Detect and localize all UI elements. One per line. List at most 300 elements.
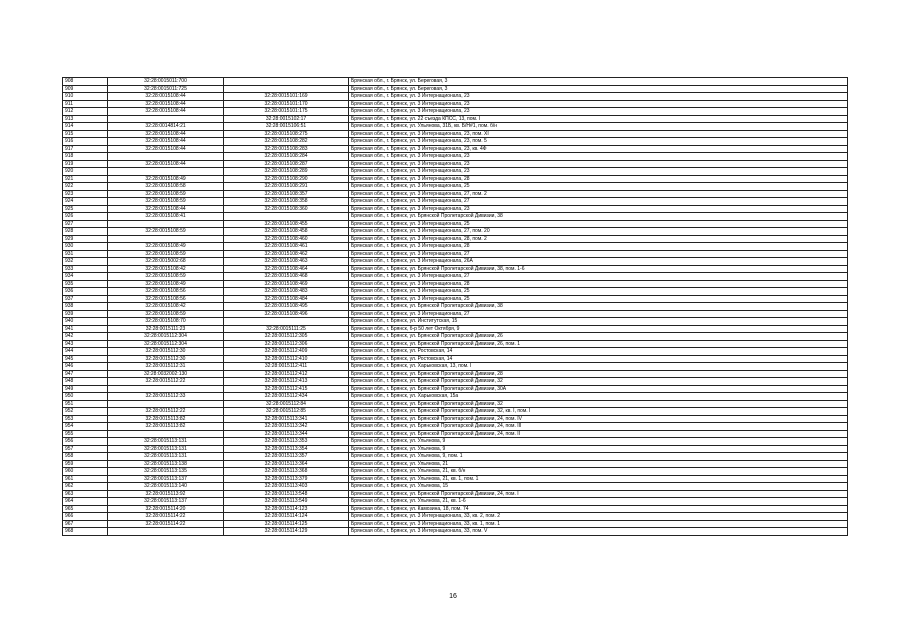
table-row (63, 363, 848, 371)
object-cadastral-number-cell: 32:28:0015113:368 (224, 468, 349, 476)
row-number-cell: 938 (63, 303, 108, 311)
row-number-cell: 930 (63, 243, 108, 251)
address-cell: Брянская обл., г. Брянск, ул. 3 Интернационала, 23 (349, 168, 848, 176)
table-row (63, 258, 848, 266)
row-number-cell: 950 (63, 393, 108, 401)
row-number-cell: 956 (63, 438, 108, 446)
row-number-cell: 936 (63, 288, 108, 296)
address-cell: Брянская обл., г. Брянск, ул. 3 Интернационала, 33, пом. V (349, 528, 848, 536)
land-cadastral-number-cell: 32:28:0015114:22 (108, 520, 224, 528)
land-cadastral-number-cell: 32:28:0015111:23 (108, 325, 224, 333)
row-number-cell: 943 (63, 340, 108, 348)
land-cadastral-number-cell (108, 220, 224, 228)
land-cadastral-number-cell: 32:28:0015108:59 (108, 250, 224, 258)
object-cadastral-number-cell: 32:28:0015113:342 (224, 423, 349, 431)
row-number-cell: 942 (63, 333, 108, 341)
address-cell: Брянская обл., г. Брянск, ул. 3 Интернационала, 33, кв. 2, пом. 2 (349, 513, 848, 521)
object-cadastral-number-cell: 32:28:0015108:462 (224, 250, 349, 258)
land-cadastral-number-cell: 32:28:0015113:82 (108, 423, 224, 431)
land-cadastral-number-cell: 32:28:0015108:59 (108, 310, 224, 318)
land-cadastral-number-cell: 32:28:0015108:59 (108, 228, 224, 236)
object-cadastral-number-cell: 32:28:0015112:306 (224, 340, 349, 348)
address-cell: Брянская обл., г. Брянск, ул. Брянской Пролетарской Дивизии, 24, пом. II (349, 430, 848, 438)
table-row (63, 265, 848, 273)
table-row (63, 168, 848, 176)
address-cell: Брянская обл., г. Брянск, ул. Ульянова, 9, пом. 1 (349, 453, 848, 461)
land-cadastral-number-cell: 32:28:0015108:56 (108, 295, 224, 303)
row-number-cell: 927 (63, 220, 108, 228)
land-cadastral-number-cell: 32:28:0015108:59 (108, 190, 224, 198)
object-cadastral-number-cell: 32:28:0015108:291 (224, 183, 349, 191)
row-number-cell: 965 (63, 505, 108, 513)
table-row (63, 273, 848, 281)
object-cadastral-number-cell: 32:28:0015108:464 (224, 265, 349, 273)
land-cadastral-number-cell: 32:28:0015108:44 (108, 108, 224, 116)
row-number-cell: 922 (63, 183, 108, 191)
row-number-cell: 931 (63, 250, 108, 258)
object-cadastral-number-cell: 32:28:0015108:495 (224, 303, 349, 311)
object-cadastral-number-cell: 32:28:0015108:290 (224, 175, 349, 183)
land-cadastral-number-cell: 32:28:0015108:44 (108, 205, 224, 213)
address-cell: Брянская обл., г. Брянск, ул. Камозина, 18, пом. 74 (349, 505, 848, 513)
row-number-cell: 917 (63, 145, 108, 153)
table-row (63, 453, 848, 461)
object-cadastral-number-cell: 32:28:0015114:124 (224, 513, 349, 521)
address-cell: Брянская обл., г. Брянск, ул. Брянской Пролетарской Дивизии, 26, пом. 1 (349, 340, 848, 348)
address-cell: Брянская обл., г. Брянск, ул. 3 Интернационала, 33, кв. 1, пом. 1 (349, 520, 848, 528)
land-cadastral-number-cell: 32:28:0015112:22 (108, 378, 224, 386)
address-cell: Брянская обл., г. Брянск, ул. Брянской Пролетарской Дивизии, 32 (349, 400, 848, 408)
land-cadastral-number-cell: 32:28:0015108:58 (108, 183, 224, 191)
object-cadastral-number-cell: 32:28:0015113:548 (224, 490, 349, 498)
table-row (63, 280, 848, 288)
address-cell: Брянская обл., г. Брянск, ул. Ульянова, 9 (349, 438, 848, 446)
land-cadastral-number-cell (108, 115, 224, 123)
row-number-cell: 913 (63, 115, 108, 123)
row-number-cell: 966 (63, 513, 108, 521)
land-cadastral-number-cell: 32:28:0015108:49 (108, 243, 224, 251)
object-cadastral-number-cell: 32:28:0015113:549 (224, 498, 349, 506)
address-cell: Брянская обл., г. Брянск, ул. 3 Интернационала, 23, пом. 5 (349, 138, 848, 146)
table-row (63, 205, 848, 213)
land-cadastral-number-cell: 32:28:0015114:20 (108, 505, 224, 513)
object-cadastral-number-cell: 32:28:0015108:287 (224, 160, 349, 168)
address-cell: Брянская обл., г. Брянск, ул. Ростовская, 14 (349, 348, 848, 356)
land-cadastral-number-cell: 32:28:0015113:135 (108, 468, 224, 476)
row-number-cell: 915 (63, 130, 108, 138)
row-number-cell: 929 (63, 235, 108, 243)
land-cadastral-number-cell: 32:28:0015113:137 (108, 475, 224, 483)
table-row (63, 175, 848, 183)
address-cell: Брянская обл., г. Брянск, ул. 3 Интернационала, 27 (349, 310, 848, 318)
row-number-cell: 926 (63, 213, 108, 221)
object-cadastral-number-cell: 32:28:0015112:411 (224, 363, 349, 371)
land-cadastral-number-cell: 32:28:0015108:44 (108, 160, 224, 168)
address-cell: Брянская обл., г. Брянск, ул. Ульянова, 9 (349, 445, 848, 453)
row-number-cell: 955 (63, 430, 108, 438)
table-row (63, 115, 848, 123)
table-row (63, 528, 848, 536)
row-number-cell: 963 (63, 490, 108, 498)
object-cadastral-number-cell: 32:28:0015112:84 (224, 400, 349, 408)
land-cadastral-number-cell: 32:28:0015108:49 (108, 175, 224, 183)
address-cell: Брянская обл., г. Брянск, ул. 3 Интернационала, 23 (349, 160, 848, 168)
table-row (63, 468, 848, 476)
table-row (63, 303, 848, 311)
row-number-cell: 953 (63, 415, 108, 423)
row-number-cell: 968 (63, 528, 108, 536)
land-cadastral-number-cell: 32:28:0015112:22 (108, 408, 224, 416)
land-cadastral-number-cell: 32:28:0015113:131 (108, 445, 224, 453)
row-number-cell: 947 (63, 370, 108, 378)
table-row (63, 438, 848, 446)
land-cadastral-number-cell (108, 400, 224, 408)
table-row (63, 460, 848, 468)
table-row (63, 393, 848, 401)
object-cadastral-number-cell: 32:28:0015108:289 (224, 168, 349, 176)
table-row (63, 78, 848, 86)
address-cell: Брянская обл., г. Брянск, ул. 3 Интернационала, 25 (349, 295, 848, 303)
table-row (63, 153, 848, 161)
row-number-cell: 959 (63, 460, 108, 468)
land-cadastral-number-cell: 32:28:0015108:42 (108, 265, 224, 273)
land-cadastral-number-cell: 32:28:0015108:49 (108, 280, 224, 288)
row-number-cell: 912 (63, 108, 108, 116)
table-row (63, 520, 848, 528)
table-row (63, 228, 848, 236)
address-cell: Брянская обл., г. Брянск, ул. Институтская, 15 (349, 318, 848, 326)
table-row (63, 490, 848, 498)
address-cell: Брянская обл., г. Брянск, ул. 3 Интернационала, 27, пом. 20 (349, 228, 848, 236)
row-number-cell: 939 (63, 310, 108, 318)
address-cell: Брянская обл., г. Брянск, ул. 3 Интернационала, 23, пом. XI (349, 130, 848, 138)
land-cadastral-number-cell: 32:28:0015108:42 (108, 303, 224, 311)
row-number-cell: 945 (63, 355, 108, 363)
land-cadastral-number-cell: 32:28:0015112:304 (108, 333, 224, 341)
table-row (63, 100, 848, 108)
table-row (63, 505, 848, 513)
object-cadastral-number-cell (224, 85, 349, 93)
land-cadastral-number-cell: 32:28:0015002:68 (108, 258, 224, 266)
table-row (63, 348, 848, 356)
land-cadastral-number-cell: 32:28:0015112:304 (108, 340, 224, 348)
object-cadastral-number-cell: 32:28:0015113:364 (224, 460, 349, 468)
row-number-cell: 928 (63, 228, 108, 236)
address-cell: Брянская обл., г. Брянск, ул. Харьковская, 15а (349, 393, 848, 401)
object-cadastral-number-cell (224, 318, 349, 326)
address-cell: Брянская обл., г. Брянск, ул. 3 Интернационала, 28, пом. 2 (349, 235, 848, 243)
row-number-cell: 954 (63, 423, 108, 431)
row-number-cell: 944 (63, 348, 108, 356)
address-cell: Брянская обл., г. Брянск, б-р 50 лет Октября, 9 (349, 325, 848, 333)
address-cell: Брянская обл., г. Брянск, ул. Береговая, 3 (349, 85, 848, 93)
table-row (63, 213, 848, 221)
row-number-cell: 932 (63, 258, 108, 266)
address-cell: Брянская обл., г. Брянск, ул. 3 Интернационала, 25 (349, 183, 848, 191)
land-cadastral-number-cell (108, 168, 224, 176)
table-row (63, 430, 848, 438)
address-cell: Брянская обл., г. Брянск, ул. Брянской Пролетарской Дивизии, 28 (349, 370, 848, 378)
row-number-cell: 921 (63, 175, 108, 183)
table-row (63, 243, 848, 251)
object-cadastral-number-cell: 32:28:0015112:413 (224, 378, 349, 386)
object-cadastral-number-cell: 32:28:0015112:85 (224, 408, 349, 416)
land-cadastral-number-cell: 32:28:0015113:131 (108, 438, 224, 446)
object-cadastral-number-cell: 32:28:0015113:344 (224, 430, 349, 438)
object-cadastral-number-cell: 32:28:0015112:412 (224, 370, 349, 378)
land-cadastral-number-cell: 32:28:0015114:22 (108, 513, 224, 521)
address-cell: Брянская обл., г. Брянск, ул. 3 Интернационала, 27, пом. 2 (349, 190, 848, 198)
land-cadastral-number-cell: 32:28:0015011:700 (108, 78, 224, 86)
row-number-cell: 949 (63, 385, 108, 393)
address-cell: Брянская обл., г. Брянск, ул. 3 Интернационала, 23 (349, 205, 848, 213)
land-cadastral-number-cell: 32:28:0015108:44 (108, 93, 224, 101)
land-cadastral-number-cell: 32:28:0015108:41 (108, 213, 224, 221)
object-cadastral-number-cell: 32:28:0015113:341 (224, 415, 349, 423)
object-cadastral-number-cell: 32:28:0015114:129 (224, 528, 349, 536)
object-cadastral-number-cell: 32:28:0015108:463 (224, 258, 349, 266)
table-row (63, 385, 848, 393)
land-cadastral-number-cell: 32:28:0015108:59 (108, 273, 224, 281)
land-cadastral-number-cell (108, 528, 224, 536)
land-cadastral-number-cell: 32:28:0015108:70 (108, 318, 224, 326)
address-cell: Брянская обл., г. Брянск, ул. 3 Интернационала, 25 (349, 288, 848, 296)
row-number-cell: 911 (63, 100, 108, 108)
table-row (63, 220, 848, 228)
table-row (63, 93, 848, 101)
land-cadastral-number-cell: 32:28:0015108:56 (108, 288, 224, 296)
object-cadastral-number-cell: 32:28:0015111:25 (224, 325, 349, 333)
object-cadastral-number-cell: 32:28:0015112:434 (224, 393, 349, 401)
table-row (63, 415, 848, 423)
address-cell: Брянская обл., г. Брянск, ул. 3 Интернационала, 23 (349, 100, 848, 108)
table-row (63, 513, 848, 521)
table-row (63, 183, 848, 191)
land-cadastral-number-cell: 32:28:0015113:137 (108, 498, 224, 506)
row-number-cell: 914 (63, 123, 108, 131)
address-cell: Брянская обл., г. Брянск, ул. Брянской Пролетарской Дивизии, 38, пом. 1-6 (349, 265, 848, 273)
object-cadastral-number-cell: 32:28:0015106:51 (224, 123, 349, 131)
table-row (63, 370, 848, 378)
object-cadastral-number-cell: 32:28:0015113:353 (224, 438, 349, 446)
object-cadastral-number-cell: 32:28:0015108:284 (224, 153, 349, 161)
table-row (63, 198, 848, 206)
object-cadastral-number-cell: 32:28:0015108:275 (224, 130, 349, 138)
object-cadastral-number-cell: 32:28:0015108:283 (224, 145, 349, 153)
land-cadastral-number-cell: 32:28:0015113:92 (108, 490, 224, 498)
table-row (63, 318, 848, 326)
object-cadastral-number-cell: 32:28:0015108:360 (224, 205, 349, 213)
address-cell: Брянская обл., г. Брянск, ул. Брянской Пролетарской Дивизии, 30А (349, 385, 848, 393)
table-row (63, 423, 848, 431)
object-cadastral-number-cell: 32:28:0015108:282 (224, 138, 349, 146)
row-number-cell: 952 (63, 408, 108, 416)
table-row (63, 325, 848, 333)
row-number-cell: 935 (63, 280, 108, 288)
object-cadastral-number-cell: 32:28:0015112:415 (224, 385, 349, 393)
object-cadastral-number-cell: 32:28:0015112:410 (224, 355, 349, 363)
land-cadastral-number-cell: 32:28:0015112:30 (108, 348, 224, 356)
row-number-cell: 924 (63, 198, 108, 206)
object-cadastral-number-cell: 32:28:0015113:379 (224, 475, 349, 483)
land-cadastral-number-cell: 32:28:0015108:44 (108, 100, 224, 108)
row-number-cell: 916 (63, 138, 108, 146)
row-number-cell: 909 (63, 85, 108, 93)
land-cadastral-number-cell: 32:28:0015112:33 (108, 393, 224, 401)
object-cadastral-number-cell: 32:28:0015108:484 (224, 295, 349, 303)
row-number-cell: 910 (63, 93, 108, 101)
row-number-cell: 919 (63, 160, 108, 168)
table-row (63, 108, 848, 116)
land-cadastral-number-cell: 32:28:0015108:59 (108, 198, 224, 206)
page-number: 16 (449, 593, 457, 600)
land-cadastral-number-cell: 32:28:0015011:725 (108, 85, 224, 93)
cadastral-table (62, 77, 848, 536)
address-cell: Брянская обл., г. Брянск, ул. 3 Интернационала, 23, кв. 4Ф (349, 145, 848, 153)
address-cell: Брянская обл., г. Брянск, ул. 3 Интернационала, 28 (349, 243, 848, 251)
object-cadastral-number-cell (224, 213, 349, 221)
object-cadastral-number-cell: 32:28:0015114:125 (224, 520, 349, 528)
address-cell: Брянская обл., г. Брянск, ул. 3 Интернационала, 26А (349, 258, 848, 266)
land-cadastral-number-cell (108, 235, 224, 243)
address-cell: Брянская обл., г. Брянск, ул. 3 Интернационала, 28 (349, 175, 848, 183)
address-cell: Брянская обл., г. Брянск, ул. Харьковская, 13, пом. I (349, 363, 848, 371)
object-cadastral-number-cell: 32:28:0015112:305 (224, 333, 349, 341)
land-cadastral-number-cell: 32:28:0015112:30 (108, 355, 224, 363)
address-cell: Брянская обл., г. Брянск, ул. Брянской Пролетарской Дивизии, 24, пом. III (349, 423, 848, 431)
address-cell: Брянская обл., г. Брянск, ул. Береговая, 3 (349, 78, 848, 86)
table-row (63, 250, 848, 258)
address-cell: Брянская обл., г. Брянск, ул. Брянской Пролетарской Дивизии, 26 (349, 333, 848, 341)
table-row (63, 483, 848, 491)
table-row (63, 475, 848, 483)
table-row (63, 408, 848, 416)
land-cadastral-number-cell: 32:28:0015108:44 (108, 138, 224, 146)
table-row (63, 498, 848, 506)
row-number-cell: 951 (63, 400, 108, 408)
address-cell: Брянская обл., г. Брянск, ул. 3 Интернационала, 27 (349, 198, 848, 206)
table-row (63, 85, 848, 93)
object-cadastral-number-cell: 32:28:0015101:170 (224, 100, 349, 108)
row-number-cell: 960 (63, 468, 108, 476)
row-number-cell: 948 (63, 378, 108, 386)
table-row (63, 445, 848, 453)
table-row (63, 130, 848, 138)
object-cadastral-number-cell: 32:28:0015108:468 (224, 273, 349, 281)
row-number-cell: 920 (63, 168, 108, 176)
table-row (63, 160, 848, 168)
land-cadastral-number-cell: 32:28:0015113:82 (108, 415, 224, 423)
address-cell: Брянская обл., г. Брянск, ул. 3 Интернационала, 28 (349, 280, 848, 288)
land-cadastral-number-cell: 32:28:0015108:44 (108, 145, 224, 153)
object-cadastral-number-cell: 32:28:0015113:357 (224, 453, 349, 461)
address-cell: Брянская обл., г. Брянск, ул. Брянской Пролетарской Дивизии, 38 (349, 213, 848, 221)
object-cadastral-number-cell: 32:28:0015108:455 (224, 220, 349, 228)
address-cell: Брянская обл., г. Брянск, ул. 22 съезда КПСС, 13, пом. I (349, 115, 848, 123)
row-number-cell: 940 (63, 318, 108, 326)
land-cadastral-number-cell: 32:28:0015113:140 (108, 483, 224, 491)
row-number-cell: 957 (63, 445, 108, 453)
address-cell: Брянская обл., г. Брянск, ул. Ростовская, 14 (349, 355, 848, 363)
row-number-cell: 918 (63, 153, 108, 161)
object-cadastral-number-cell: 32:28:0015108:460 (224, 235, 349, 243)
row-number-cell: 933 (63, 265, 108, 273)
land-cadastral-number-cell: 32:28:0014814:21 (108, 123, 224, 131)
row-number-cell: 908 (63, 78, 108, 86)
address-cell: Брянская обл., г. Брянск, ул. 3 Интернационала, 27 (349, 273, 848, 281)
object-cadastral-number-cell: 32:28:0015108:461 (224, 243, 349, 251)
object-cadastral-number-cell: 32:28:0015108:458 (224, 228, 349, 236)
land-cadastral-number-cell: 32:28:0015113:131 (108, 453, 224, 461)
object-cadastral-number-cell: 32:28:0015101:169 (224, 93, 349, 101)
address-cell: Брянская обл., г. Брянск, ул. Брянской Пролетарской Дивизии, 32 (349, 378, 848, 386)
table-row (63, 190, 848, 198)
object-cadastral-number-cell: 32:28:0015108:358 (224, 198, 349, 206)
row-number-cell: 941 (63, 325, 108, 333)
row-number-cell: 961 (63, 475, 108, 483)
address-cell: Брянская обл., г. Брянск, ул. Брянской Пролетарской Дивизии, 38 (349, 303, 848, 311)
row-number-cell: 958 (63, 453, 108, 461)
land-cadastral-number-cell: 32:28:0032002:130 (108, 370, 224, 378)
row-number-cell: 946 (63, 363, 108, 371)
land-cadastral-number-cell: 32:28:0015108:44 (108, 130, 224, 138)
object-cadastral-number-cell: 32:28:0015112:409 (224, 348, 349, 356)
table-row (63, 138, 848, 146)
object-cadastral-number-cell: 32:28:0015113:403 (224, 483, 349, 491)
address-cell: Брянская обл., г. Брянск, ул. Брянской Пролетарской Дивизии, 24, пом. I (349, 490, 848, 498)
address-cell: Брянская обл., г. Брянск, ул. Ульянова, 21, кв. 1-6 (349, 498, 848, 506)
table-row (63, 378, 848, 386)
object-cadastral-number-cell: 32:28:0015102:17 (224, 115, 349, 123)
land-cadastral-number-cell (108, 430, 224, 438)
table-row (63, 235, 848, 243)
row-number-cell: 937 (63, 295, 108, 303)
address-cell: Брянская обл., г. Брянск, ул. 3 Интернационала, 25 (349, 220, 848, 228)
object-cadastral-number-cell: 32:28:0015108:483 (224, 288, 349, 296)
object-cadastral-number-cell: 32:28:0015113:354 (224, 445, 349, 453)
land-cadastral-number-cell: 32:28:0015112:31 (108, 363, 224, 371)
address-cell: Брянская обл., г. Брянск, ул. Ульянова, 21, кв. 1, пом. 1 (349, 475, 848, 483)
row-number-cell: 964 (63, 498, 108, 506)
address-cell: Брянская обл., г. Брянск, ул. Брянской Пролетарской Дивизии, 24, пом. IV (349, 415, 848, 423)
object-cadastral-number-cell: 32:28:0015114:123 (224, 505, 349, 513)
address-cell: Брянская обл., г. Брянск, ул. 3 Интернационала, 23 (349, 108, 848, 116)
address-cell: Брянская обл., г. Брянск, ул. Ульянова, 31Б, кв. Б/Н#1, пом. б/н (349, 123, 848, 131)
address-cell: Брянская обл., г. Брянск, ул. Ульянова, 15 (349, 483, 848, 491)
object-cadastral-number-cell (224, 78, 349, 86)
table-row (63, 145, 848, 153)
object-cadastral-number-cell: 32:28:0015108:357 (224, 190, 349, 198)
table-row (63, 400, 848, 408)
table-body (63, 78, 848, 536)
table-row (63, 355, 848, 363)
object-cadastral-number-cell: 32:28:0015101:175 (224, 108, 349, 116)
address-cell: Брянская обл., г. Брянск, ул. 3 Интернационала, 23 (349, 93, 848, 101)
address-cell: Брянская обл., г. Брянск, ул. Ульянова, 21, кв. б/н (349, 468, 848, 476)
row-number-cell: 962 (63, 483, 108, 491)
row-number-cell: 925 (63, 205, 108, 213)
address-cell: Брянская обл., г. Брянск, ул. Брянской Пролетарской Дивизии, 32, кв. I, пом. I (349, 408, 848, 416)
land-cadastral-number-cell: 32:28:0015113:138 (108, 460, 224, 468)
object-cadastral-number-cell: 32:28:0015108:469 (224, 280, 349, 288)
land-cadastral-number-cell (108, 385, 224, 393)
table-row (63, 340, 848, 348)
table-row (63, 123, 848, 131)
object-cadastral-number-cell: 32:28:0015108:496 (224, 310, 349, 318)
land-cadastral-number-cell (108, 153, 224, 161)
address-cell: Брянская обл., г. Брянск, ул. 3 Интернационала, 27 (349, 250, 848, 258)
table-row (63, 310, 848, 318)
